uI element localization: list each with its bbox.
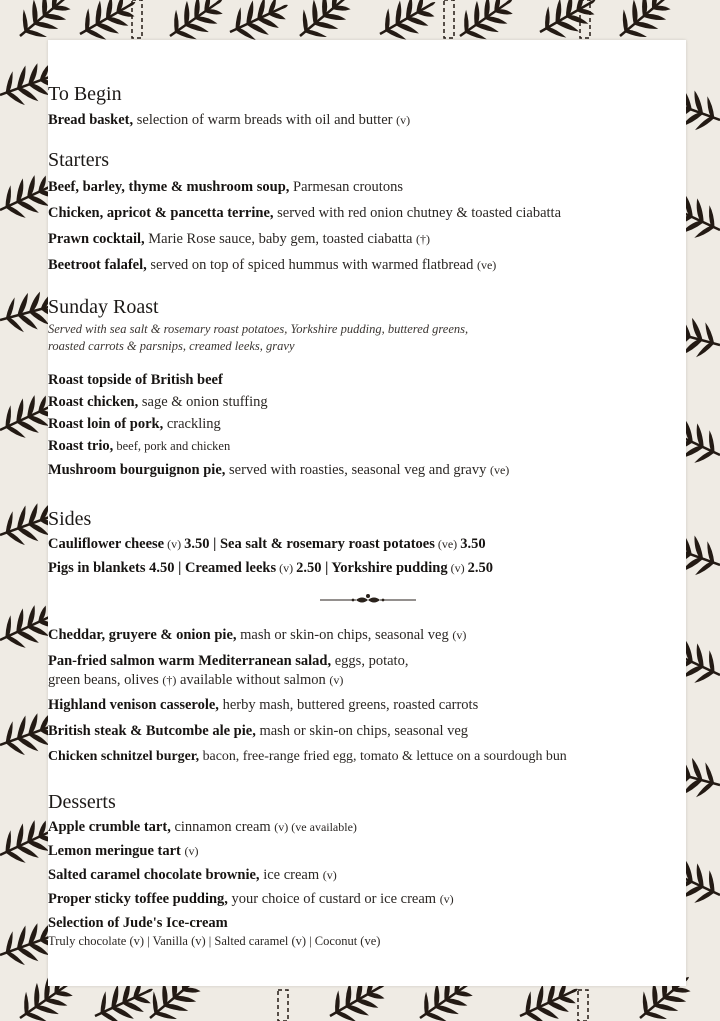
item-desc: selection of warm breads with oil and butter — [133, 112, 397, 128]
side-tag: (v) — [447, 561, 468, 575]
item-tag: (v) — [329, 673, 344, 687]
item-desc: cinnamon cream — [170, 819, 275, 835]
item-desc: crackling — [163, 416, 221, 432]
item-name: Bread basket, — [48, 112, 134, 128]
side-tag: (v) — [276, 561, 297, 575]
menu-item — [48, 719, 686, 743]
item-tag: (†) — [162, 673, 177, 687]
menu-item — [48, 201, 686, 225]
item-name: Prawn cocktail, — [48, 231, 145, 247]
menu-item — [48, 434, 686, 458]
item-desc: herby mash, buttered greens, roasted carrots — [218, 697, 479, 713]
item-name: Beef, barley, thyme & mushroom soup, — [48, 179, 290, 195]
item-name: Pan-fried salmon warm Mediterranean salad, — [48, 653, 332, 669]
sides-line-2 — [48, 556, 686, 580]
side-price: 2.50 — [296, 560, 322, 576]
item-desc: ice cream — [259, 867, 323, 883]
item-tag: (v) (ve available) — [274, 820, 357, 834]
roast-note-line2: roasted carrots & parsnips, creamed leeks, gravy — [48, 339, 295, 353]
item-name: Salted caramel chocolate brownie, — [48, 867, 260, 883]
side-name: Cauliflower cheese — [48, 536, 165, 552]
section-title-desserts: Desserts — [48, 791, 116, 813]
item-desc: Parmesan croutons — [289, 179, 403, 195]
item-tag: (ve) — [476, 258, 497, 272]
item-desc: Marie Rose sauce, baby gem, toasted ciabatta — [144, 231, 417, 247]
ornament-divider-icon — [318, 593, 418, 607]
item-desc: bacon, free-range fried egg, tomato & lettuce on a sourdough bun — [199, 749, 567, 764]
section-title-starters: Starters — [48, 149, 110, 171]
section-title-to-begin: To Begin — [48, 83, 122, 105]
side-separator: | — [321, 560, 332, 576]
item-desc: served with roasties, seasonal veg and gravy — [225, 462, 490, 478]
item-tag: (v) — [396, 113, 411, 127]
item-name: Roast chicken, — [48, 394, 139, 410]
menu-item — [48, 412, 686, 436]
side-price: 2.50 — [467, 560, 493, 576]
side-name: Yorkshire pudding — [331, 560, 448, 576]
item-name: Highland venison casserole, — [48, 697, 219, 713]
ice-cream-flavours: Truly chocolate (v) | Vanilla (v) | Salted caramel (v) | Coconut (ve) — [48, 934, 381, 948]
item-name: Mushroom bourguignon pie, — [48, 462, 226, 478]
item-desc: mash or skin-on chips, seasonal veg — [255, 723, 469, 739]
section-title-sunday-roast: Sunday Roast — [48, 296, 159, 318]
side-tag: (ve) — [434, 537, 461, 551]
menu-item — [48, 253, 686, 277]
menu-item — [48, 887, 686, 911]
side-name: Creamed leeks — [184, 560, 277, 576]
menu-item — [48, 839, 686, 863]
item-name: Lemon meringue tart — [48, 843, 181, 859]
menu-item — [48, 623, 686, 647]
menu-item — [48, 390, 686, 414]
item-desc: your choice of custard or ice cream — [227, 891, 440, 907]
side-name: Sea salt & rosemary roast potatoes — [219, 536, 435, 552]
item-tag: (v) — [452, 628, 467, 642]
item-desc: beef, pork and chicken — [113, 439, 231, 453]
item-tag: (†) — [416, 232, 431, 246]
item-desc: available without salmon — [176, 672, 330, 688]
item-desc: eggs, potato, — [331, 653, 409, 669]
menu-item — [48, 745, 686, 769]
item-tag: (ve) — [489, 463, 510, 477]
roast-note-line1: Served with sea salt & rosemary roast potatoes, Yorkshire pudding, buttered greens, — [48, 322, 469, 336]
item-name: Chicken schnitzel burger, — [48, 749, 200, 764]
item-desc: served on top of spiced hummus with warmed flatbread — [146, 257, 477, 273]
menu-item — [48, 175, 686, 199]
item-name: Chicken, apricot & pancetta terrine, — [48, 205, 274, 221]
item-name: Roast topside of British beef — [48, 372, 223, 388]
side-separator: | — [174, 560, 185, 576]
item-name: British steak & Butcombe ale pie, — [48, 723, 256, 739]
menu-card — [48, 40, 686, 986]
menu-item-salmon-line2 — [48, 668, 686, 692]
item-name: Cheddar, gruyere & onion pie, — [48, 627, 237, 643]
menu-item — [48, 815, 686, 839]
sides-line-1 — [48, 532, 686, 556]
side-tag: (v) — [164, 537, 185, 551]
menu-item — [48, 693, 686, 717]
menu-item — [48, 863, 686, 887]
item-tag: (v) — [322, 868, 337, 882]
item-name: Roast trio, — [48, 438, 114, 454]
side-price: 3.50 — [184, 536, 210, 552]
item-tag: (v) — [184, 844, 199, 858]
menu-item — [48, 368, 686, 392]
menu-item — [48, 227, 686, 251]
item-desc: mash or skin-on chips, seasonal veg — [236, 627, 453, 643]
section-title-sides: Sides — [48, 508, 92, 530]
item-name: Selection of Jude's Ice-cream — [48, 915, 228, 931]
item-name: Apple crumble tart, — [48, 819, 171, 835]
item-name: Beetroot falafel, — [48, 257, 147, 273]
item-name: Proper sticky toffee pudding, — [48, 891, 228, 907]
item-desc: sage & onion stuffing — [138, 394, 268, 410]
item-desc: served with red onion chutney & toasted ciabatta — [273, 205, 562, 221]
menu-item — [48, 458, 686, 482]
side-separator: | — [209, 536, 220, 552]
item-name: Roast loin of pork, — [48, 416, 164, 432]
item-tag: (v) — [439, 892, 454, 906]
side-name: Pigs in blankets 4.50 — [48, 560, 175, 576]
menu-item — [48, 108, 686, 132]
item-desc: green beans, olives — [48, 672, 163, 688]
side-price: 3.50 — [460, 536, 486, 552]
